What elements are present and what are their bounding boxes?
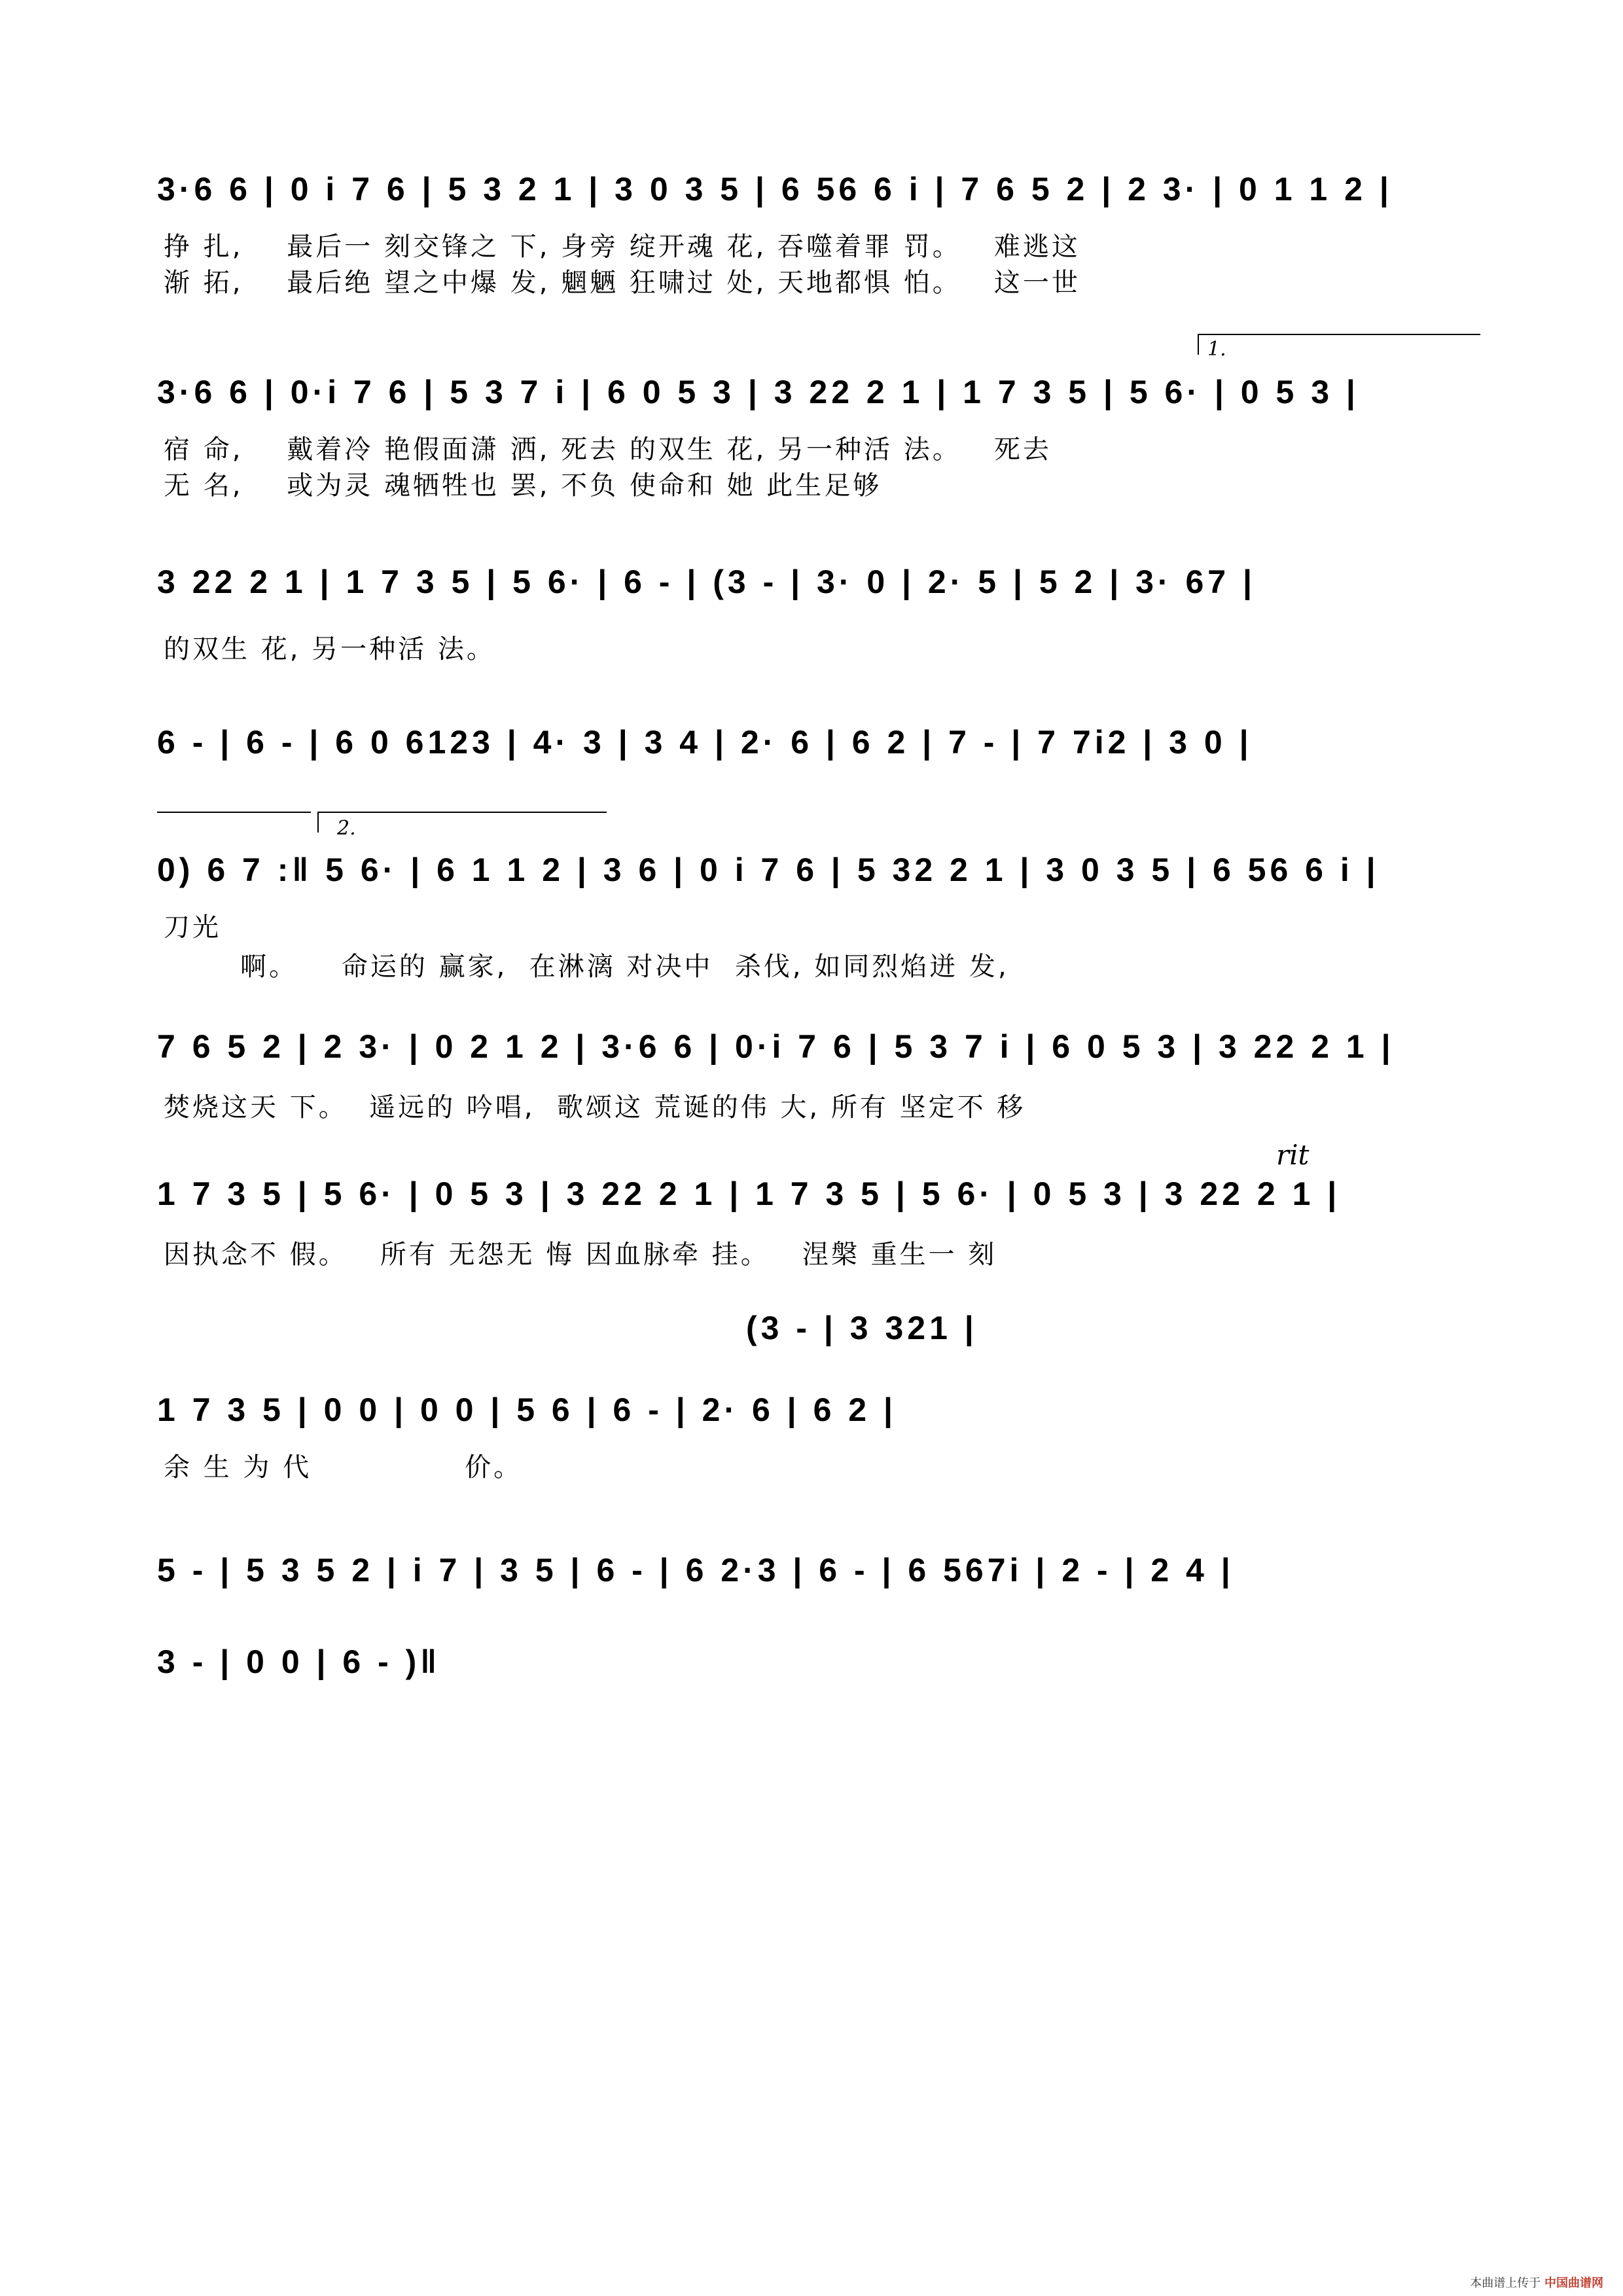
lyric-line: 因执念不 假。 所有 无怨无 悔 因血脉牵 挂。 涅槃 重生一 刻 (164, 1240, 997, 1270)
note-line-final: 3 - | 0 0 | 6 - )‖ (157, 1643, 441, 1680)
note-line: 3·6 6 | 0 i 7 6 | 5 3 2 1 | 3 0 3 5 | 6 56 6 i | 7 6 5 2 | 2 3· | 0 1 1 2 | (157, 171, 1393, 207)
note-line-upper: (3 - | 3 321 | (746, 1310, 978, 1346)
volta-bracket-1 (1198, 334, 1480, 355)
note-line: 3·6 6 | 0·i 7 6 | 5 3 7 i | 6 0 5 3 | 3 22 2 1 | 1 7 3 5 | 5 6· | 0 5 3 | (157, 374, 1359, 410)
volta-bracket-1-end (157, 812, 311, 833)
volta-bracket-2 (317, 812, 607, 833)
note-line: 1 7 3 5 | 5 6· | 0 5 3 | 3 22 2 1 | 1 7 3 5 | 5 6· | 0 5 3 | 3 22 2 1 | (157, 1175, 1341, 1212)
note-line: 1 7 3 5 | 0 0 | 0 0 | 5 6 | 6 - | 2· 6 | 6 2 | (157, 1391, 897, 1428)
lyric-verse-2: 无 名, 或为灵 魂牺牲也 罢, 不负 使命和 她 此生足够 (164, 471, 882, 501)
lyric-line: 焚烧这天 下。 遥远的 吟唱, 歌颂这 荒诞的伟 大, 所有 坚定不 移 (164, 1092, 1026, 1122)
ritardando-mark: rit (1276, 1139, 1310, 1171)
note-line: 5 - | 5 3 5 2 | i 7 | 3 5 | 6 - | 6 2·3 | 6 - | 6 567i | 2 - | 2 4 | (157, 1552, 1234, 1588)
volta-label-2: 2. (337, 817, 356, 840)
note-line: 6 - | 6 - | 6 0 6123 | 4· 3 | 3 4 | 2· 6 | 6 2 | 7 - | 7 7i2 | 3 0 | (157, 724, 1253, 761)
lyric-verse-1: 宿 命, 戴着冷 艳假面潇 洒, 死去 的双生 花, 另一种活 法。 死去 (164, 435, 1052, 465)
lyric-verse-1: 的双生 花, 另一种活 法。 (164, 634, 495, 664)
note-line: 7 6 5 2 | 2 3· | 0 2 1 2 | 3·6 6 | 0·i 7 6 | 5 3 7 i | 6 0 5 3 | 3 22 2 1 | (157, 1028, 1395, 1065)
footer-brand-logo: 中国曲谱网 (1544, 2276, 1603, 2290)
lyric-line: 刀光 (164, 912, 221, 942)
volta-label-1: 1. (1207, 338, 1226, 361)
note-line: 3 22 2 1 | 1 7 3 5 | 5 6· | 6 - | (3 - | 3· 0 | 2· 5 | 5 2 | 3· 67 | (157, 564, 1256, 600)
lyric-line: 啊。 命运的 赢家, 在淋漓 对决中 杀伐, 如同烈焰迸 发, (164, 952, 1009, 982)
note-line: 0) 6 7 :‖ 5 6· | 6 1 1 2 | 3 6 | 0 i 7 6 | 5 32 2 1 | 3 0 3 5 | 6 56 6 i | (157, 852, 1380, 888)
lyric-verse-2: 渐 拓, 最后绝 望之中爆 发, 魍魉 狂啸过 处, 天地都惧 怕。 这一世 (164, 268, 1080, 298)
footer-credit (1470, 2274, 1603, 2291)
lyric-verse-1: 挣 扎, 最后一 刻交锋之 下, 身旁 绽开魂 花, 吞噬着罪 罚。 难逃这 (164, 232, 1080, 262)
lyric-line: 余 生 为 代 价。 (164, 1452, 523, 1482)
footer-text: 本曲谱上传于 (1470, 2276, 1541, 2290)
